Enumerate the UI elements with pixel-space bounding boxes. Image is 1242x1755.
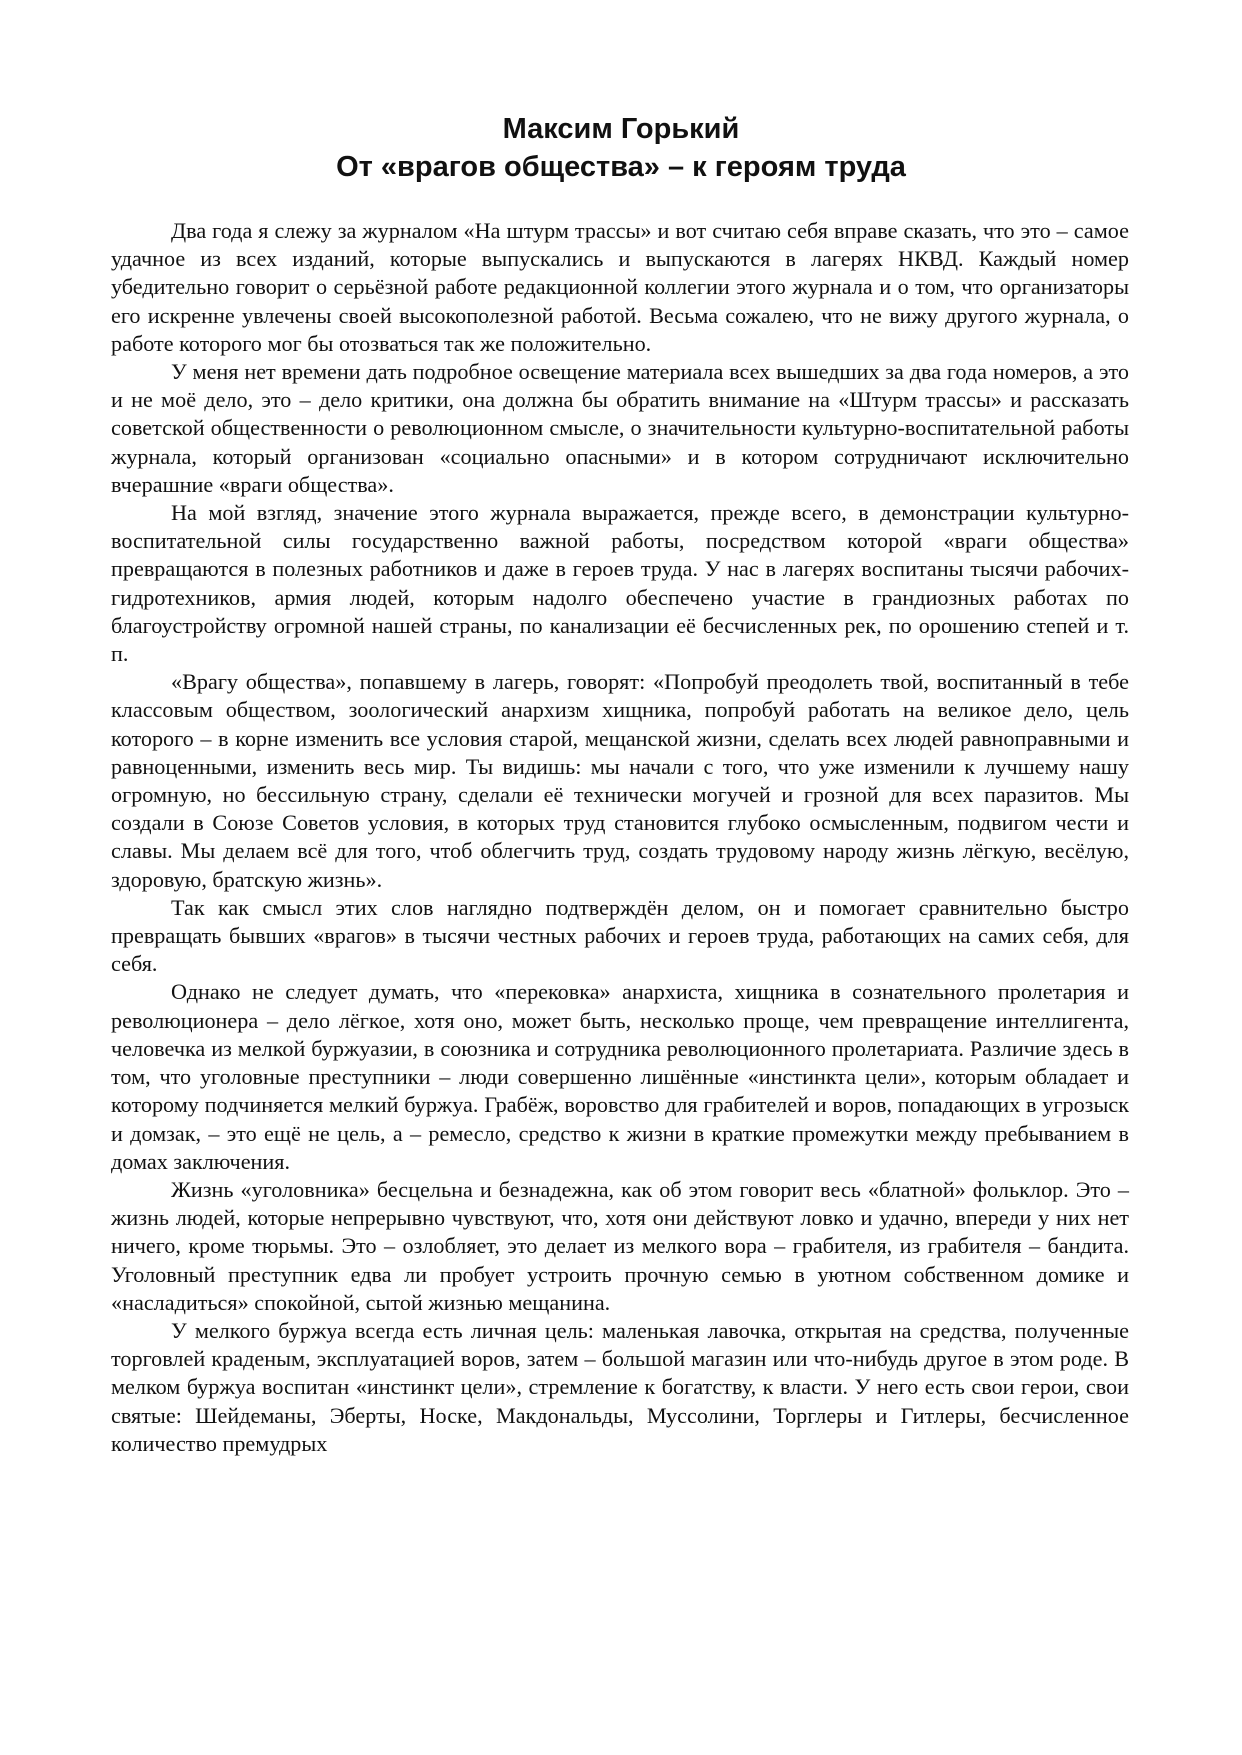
paragraph: Так как смысл этих слов наглядно подтверждён делом, он и помогает сравнительно быстро превращать бывших «врагов» в тысячи честных рабочих и героев труда, работающих на самих себя, для себя.: [111, 894, 1129, 977]
paragraph: Однако не следует думать, что «перековка» анархиста, хищника в сознательного пролетария и революционера – дело лёгкое, хотя оно, может быть, несколько проще, чем превращение интеллигента, человечка из мелкой буржуазии, в союзника и сотрудника революционного пролетариата. Различие здесь в том, что уголовные преступники – люди совершенно лишённые «инстинкта цели», которым обладает и которому подчиняется мелкий буржуа. Грабёж, воровство для грабителей и воров, попадающих в угрозыск и домзак, – это ещё не цель, а – ремесло, средство к жизни в краткие промежутки между пребыванием в домах заключения.: [111, 979, 1129, 1174]
paragraph: На мой взгляд, значение этого журнала выражается, прежде всего, в демонстрации культурно-воспитательной силы государственно важной работы, посредством которой «враги общества» превращаются в полезных работников и даже в героев труда. У нас в лагерях воспитаны тысячи рабочих-гидротехников, армия людей, которым надолго обеспечено участие в грандиозных работах по благоустройству огромной нашей страны, по канализации её бесчисленных рек, по орошению степей и т. п.: [111, 500, 1129, 667]
article-body: [111, 217, 1129, 1458]
paragraph: У меня нет времени дать подробное освещение материала всех вышедших за два года номеров, а это и не моё дело, это – дело критики, она должна бы обратить внимание на «Штурм трассы» и рассказать советской общественности о революционном смысле, о значительности культурно-воспитательной работы журнала, который организован «социально опасными» и в котором сотрудничают исключительно вчерашние «враги общества».: [111, 359, 1129, 497]
author-name: Максим Горький: [502, 113, 740, 145]
paragraph: «Врагу общества», попавшему в лагерь, говорят: «Попробуй преодолеть твой, воспитанный в тебе классовым обществом, зоологический анархизм хищника, попробуй работать на великое дело, цель которого – в корне изменить все условия старой, мещанской жизни, сделать всех людей равноправными и равноценными, изменить весь мир. Ты видишь: мы начали с того, что уже изменили к лучшему нашу огромную, но бессильную страну, сделали её технически могучей и грозной для всех паразитов. Мы создали в Союзе Советов условия, в которых труд становится глубоко осмысленным, подвигом чести и славы. Мы делаем всё для того, чтоб облегчить труд, создать трудовому народу жизнь лёгкую, весёлую, здоровую, братскую жизнь».: [111, 669, 1129, 892]
paragraph: Два года я слежу за журналом «На штурм трассы» и вот считаю себя вправе сказать, что это – самое удачное из всех изданий, которые выпускались и выпускаются в лагерях НКВД. Каждый номер убедительно говорит о серьёзной работе редакционной коллегии этого журнала и о том, что организаторы его искренне увлечены своей высокополезной работой. Весьма сожалею, что не вижу другого журнала, о работе которого мог бы отозваться так же положительно.: [111, 218, 1129, 356]
paragraph: У мелкого буржуа всегда есть личная цель: маленькая лавочка, открытая на средства, полученные торговлей краденым, эксплуатацией воров, затем – большой магазин или что-нибудь другое в этом роде. В мелком буржуа воспитан «инстинкт цели», стремление к богатству, к власти. У него есть свои герои, свои святые: Шейдеманы, Эберты, Носке, Макдональды, Муссолини, Торглеры и Гитлеры, бесчисленное количество премудрых: [111, 1317, 1129, 1456]
paragraph: Жизнь «уголовника» бесцельна и безнадежна, как об этом говорит весь «блатной» фольклор. Это – жизнь людей, которые непрерывно чувствуют, что, хотя они действуют ловко и удачно, впереди у них нет ничего, кроме тюрьмы. Это – озлобляет, это делает из мелкого вора – грабителя, из грабителя – бандита. Уголовный преступник едва ли пробует устроить прочную семью в уютном собственном домике и «насладиться» спокойной, сытой жизнью мещанина.: [111, 1176, 1129, 1315]
title-block: [0, 110, 1242, 186]
article-title: От «врагов общества» – к героям труда: [336, 151, 906, 183]
